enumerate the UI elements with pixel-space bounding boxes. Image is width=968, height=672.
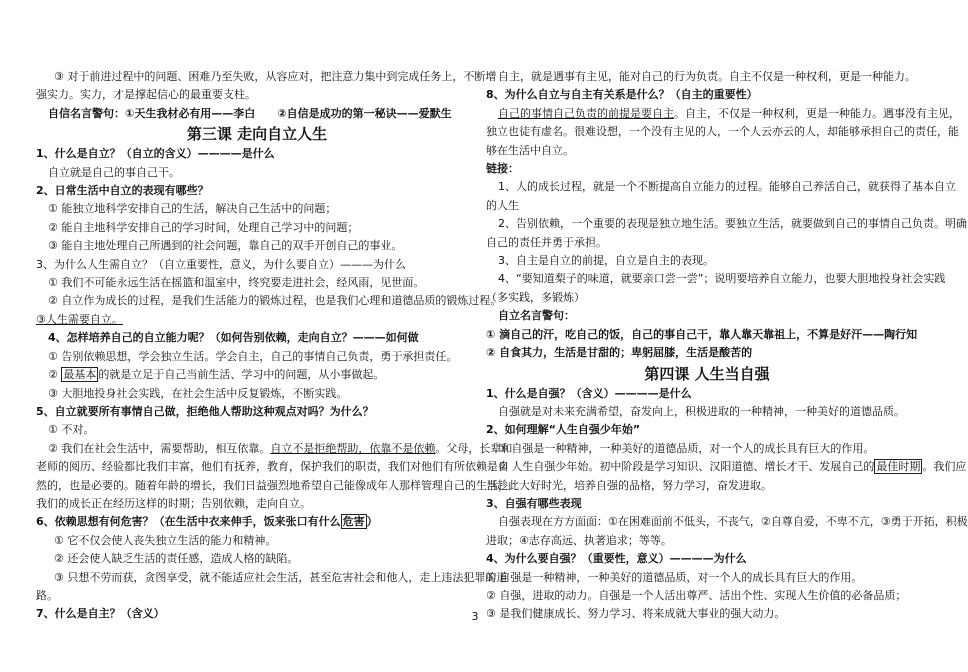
answer-line xyxy=(486,458,967,476)
answer-line: 进取；④志存高远、执著追求；等等。 xyxy=(486,533,672,547)
answer-text: 。自主，不仅是一种权利，更是一种能力。遇事没有主见， xyxy=(674,106,960,120)
answer-text: ② 人生自强少年始。初中阶段是学习知识、汉阳道德、增长才干、发展自己的 xyxy=(498,460,875,474)
answer-line: ② 能自主地科学安排自己的学习时间，处理自己学习中的问题； xyxy=(48,220,359,234)
answer-line: ① 自强是一种精神，一种美好的道德品质，对一个人的成长具有巨大的作用。 xyxy=(498,441,875,455)
link-heading: 链接： xyxy=(486,162,519,176)
question-heading: 2、日常生活中自立的表现有哪些？ xyxy=(36,184,209,198)
answer-text: 。我们应 xyxy=(922,460,967,474)
answer-text: ② xyxy=(48,368,62,382)
answer-line: ① 我们不可能永远生活在摇篮和温室中，终究要走进社会，经风雨，见世面。 xyxy=(48,276,425,290)
right-column xyxy=(486,68,968,624)
answer-line: 4、“要知道梨子的味道，就要亲口尝一尝”；说明要培养自立能力，也要大胆地投身社会实践 xyxy=(498,272,946,286)
answer-line: 路。 xyxy=(36,588,58,602)
answer-line: ③ 只想不劳而获，贪图享受，就不能适应社会生活，甚至危害社会和他人，走上违法犯罪的道 xyxy=(54,570,508,584)
boxed-keyword: 危害 xyxy=(342,515,365,529)
answer-line xyxy=(36,366,478,384)
answer-text: 。父母，长辈和 xyxy=(435,441,513,455)
lesson-title: 第四课 人生当自强 xyxy=(644,364,770,383)
boxed-keyword: 最佳时期 xyxy=(876,460,921,474)
lesson-title: 第三课 走向自立人生 xyxy=(186,125,328,144)
answer-text: ② 我们在社会生活中，需要帮助，相互依靠。 xyxy=(48,441,271,455)
question-text: ） xyxy=(366,515,378,529)
underlined-phrase: 自己的事情自己负责的前提是要自主 xyxy=(498,106,674,120)
answer-line: 独立也徒有虚名。很难设想，一个没有主见的人，一个人云亦云的人，却能够承担自己的责任，能 xyxy=(486,125,959,139)
answer-line: 自立就是自己的事自己干。 xyxy=(48,165,180,179)
question-heading: 7、什么是自主？（含义） xyxy=(36,607,165,621)
answer-line: ② 还会使人缺乏生活的责任感，造成人格的缺陷。 xyxy=(54,552,299,566)
answer-line: 自己的责任并勇于承担。 xyxy=(486,235,607,249)
answer-line: 自强就是对未来充满希望，奋发向上，积极进取的一种精神，一种美好的道德品质。 xyxy=(498,404,905,418)
question-heading: 3、自强有哪些表现 xyxy=(486,496,582,510)
answer-line: ① 自强是一种精神，一种美好的道德品质，对一个人的成长具有巨大的作用。 xyxy=(486,570,863,584)
answer-line: 当趁此大好时光，培养自强的品格，努力学习，奋发进取。 xyxy=(486,478,772,492)
page-number: 3 xyxy=(471,610,479,623)
answer-text: 的就是立足于自己当前生活、学习中的问题，从小事做起。 xyxy=(98,368,385,382)
quote-line: ② 自食其力，生活是甘甜的；卑躬屈膝，生活是酸苦的 xyxy=(486,346,753,360)
text-line: 强实力。实力，才是撑起信心的最重要支柱。 xyxy=(36,88,256,102)
question-heading: 5、自立就要所有事情自己做，拒绝他人帮助这种观点对吗？为什么？ xyxy=(36,404,374,418)
answer-line: ② 自立作为成长的过程，是我们生活能力的锻炼过程，也是我们心理和道德品质的锻炼过程。 xyxy=(48,294,502,308)
quote-line: 自信名言警句：①天生我材必有用——李白 ②自信是成功的第一秘诀——爱默生 xyxy=(48,106,452,120)
answer-line: 自主，就是遇事有主见，能对自己的行为负责。自主不仅是一种权利，更是一种能力。 xyxy=(498,70,916,83)
answer-line: 1、人的成长过程，就是一个不断提高自立能力的过程。能够自己养活自己，就获得了基本自立 xyxy=(498,180,956,194)
answer-line: ② 自强，进取的动力。自强是一个人活出尊严、活出个性、实现人生价值的必备品质； xyxy=(486,588,907,602)
answer-line: ③ 是我们健康成长、努力学习、将来成就大事业的强大动力。 xyxy=(486,607,786,621)
answer-line: 的人生 xyxy=(486,198,519,212)
answer-line: ① 告别依赖思想，学会独立生活。学会自主，自己的事情自己负责，勇于承担责任。 xyxy=(48,349,458,363)
answer-line: ① 不对。 xyxy=(48,423,95,437)
answer-line xyxy=(486,105,960,123)
answer-line: ① 能独立地科学安排自己的生活，解决自己生活中的问题； xyxy=(48,202,337,216)
answer-line: 够在生活中自立。 xyxy=(486,143,574,157)
answer-line: （多实践，多锻炼） xyxy=(486,290,585,304)
answer-line: 3、自主是自立的前提，自立是自主的表现。 xyxy=(498,254,714,268)
quote-line: ① 滴自己的汗，吃自己的饭，自己的事自己干，靠人靠天靠祖上，不算是好汗——陶行知 xyxy=(486,327,918,341)
boxed-keyword: 最基本 xyxy=(63,368,97,382)
answer-line: 我们的成长正在经历这样的时期；告别依赖，走向自立。 xyxy=(36,496,311,510)
question-heading: 8、为什么自立与自主有关系是什么？（自主的重要性） xyxy=(486,88,758,102)
question-heading: 3、为什么人生需自立？（自立重要性，意义，为什么要自立）———为什么 xyxy=(36,257,406,271)
question-heading: 4、为什么要自强？（重要性，意义）————为什么 xyxy=(486,552,747,566)
answer-line: ③ 能自主地处理自己所遇到的社会问题，靠自己的双手开创自己的事业。 xyxy=(48,239,403,253)
answer-line: 然的，也是必要的。随着年龄的增长，我们日益强烈地希望自己能像成年人那样管理自己的生活， xyxy=(36,478,509,492)
question-heading: 1、什么是自立？（自立的含义）————是什么 xyxy=(36,147,275,161)
text-line: ③ 对于前进过程中的问题、困难乃至失败，从容应对，把注意力集中到完成任务上，不断增 xyxy=(54,70,497,83)
answer-line: ① 它不仅会使人丧失独立生活的能力和精神。 xyxy=(54,533,277,547)
answer-line: 老师的阅历、经验都比我们丰富，他们有抚养，教育，保护我们的职责，我们对他们有所依赖是自 xyxy=(36,460,509,474)
answer-line: ③ 大胆地投身社会实践，在社会生活中反复锻炼，不断实践。 xyxy=(48,386,348,400)
question-heading xyxy=(36,513,478,531)
question-heading: 4、怎样培养自己的自立能力呢？（如何告别依赖，走向自立？———如何做 xyxy=(48,331,419,345)
answer-line: 2、告别依赖，一个重要的表现是独立地生活。要独立生活，就要做到自己的事情自己负责。明确 xyxy=(498,217,967,231)
underlined-phrase: 自立不是拒绝帮助，依靠不是依赖 xyxy=(270,441,436,455)
quote-heading: 自立名言警句： xyxy=(498,309,575,323)
answer-line xyxy=(36,440,513,458)
question-heading: 2、如何理解“人生自强少年始” xyxy=(486,423,641,437)
answer-line: 自强表现在方方面面：①在困难面前不低头，不丧气，②自尊自爱，不卑不亢，③勇于开拓，积极 xyxy=(498,515,968,529)
question-heading: 1、什么是自强？（含义）————是什么 xyxy=(486,386,692,400)
question-text: 6、依赖思想有何危害？（在生活中衣来伸手，饭来张口有什么 xyxy=(36,515,341,529)
answer-line: ③人生需要自立。 xyxy=(36,312,123,326)
